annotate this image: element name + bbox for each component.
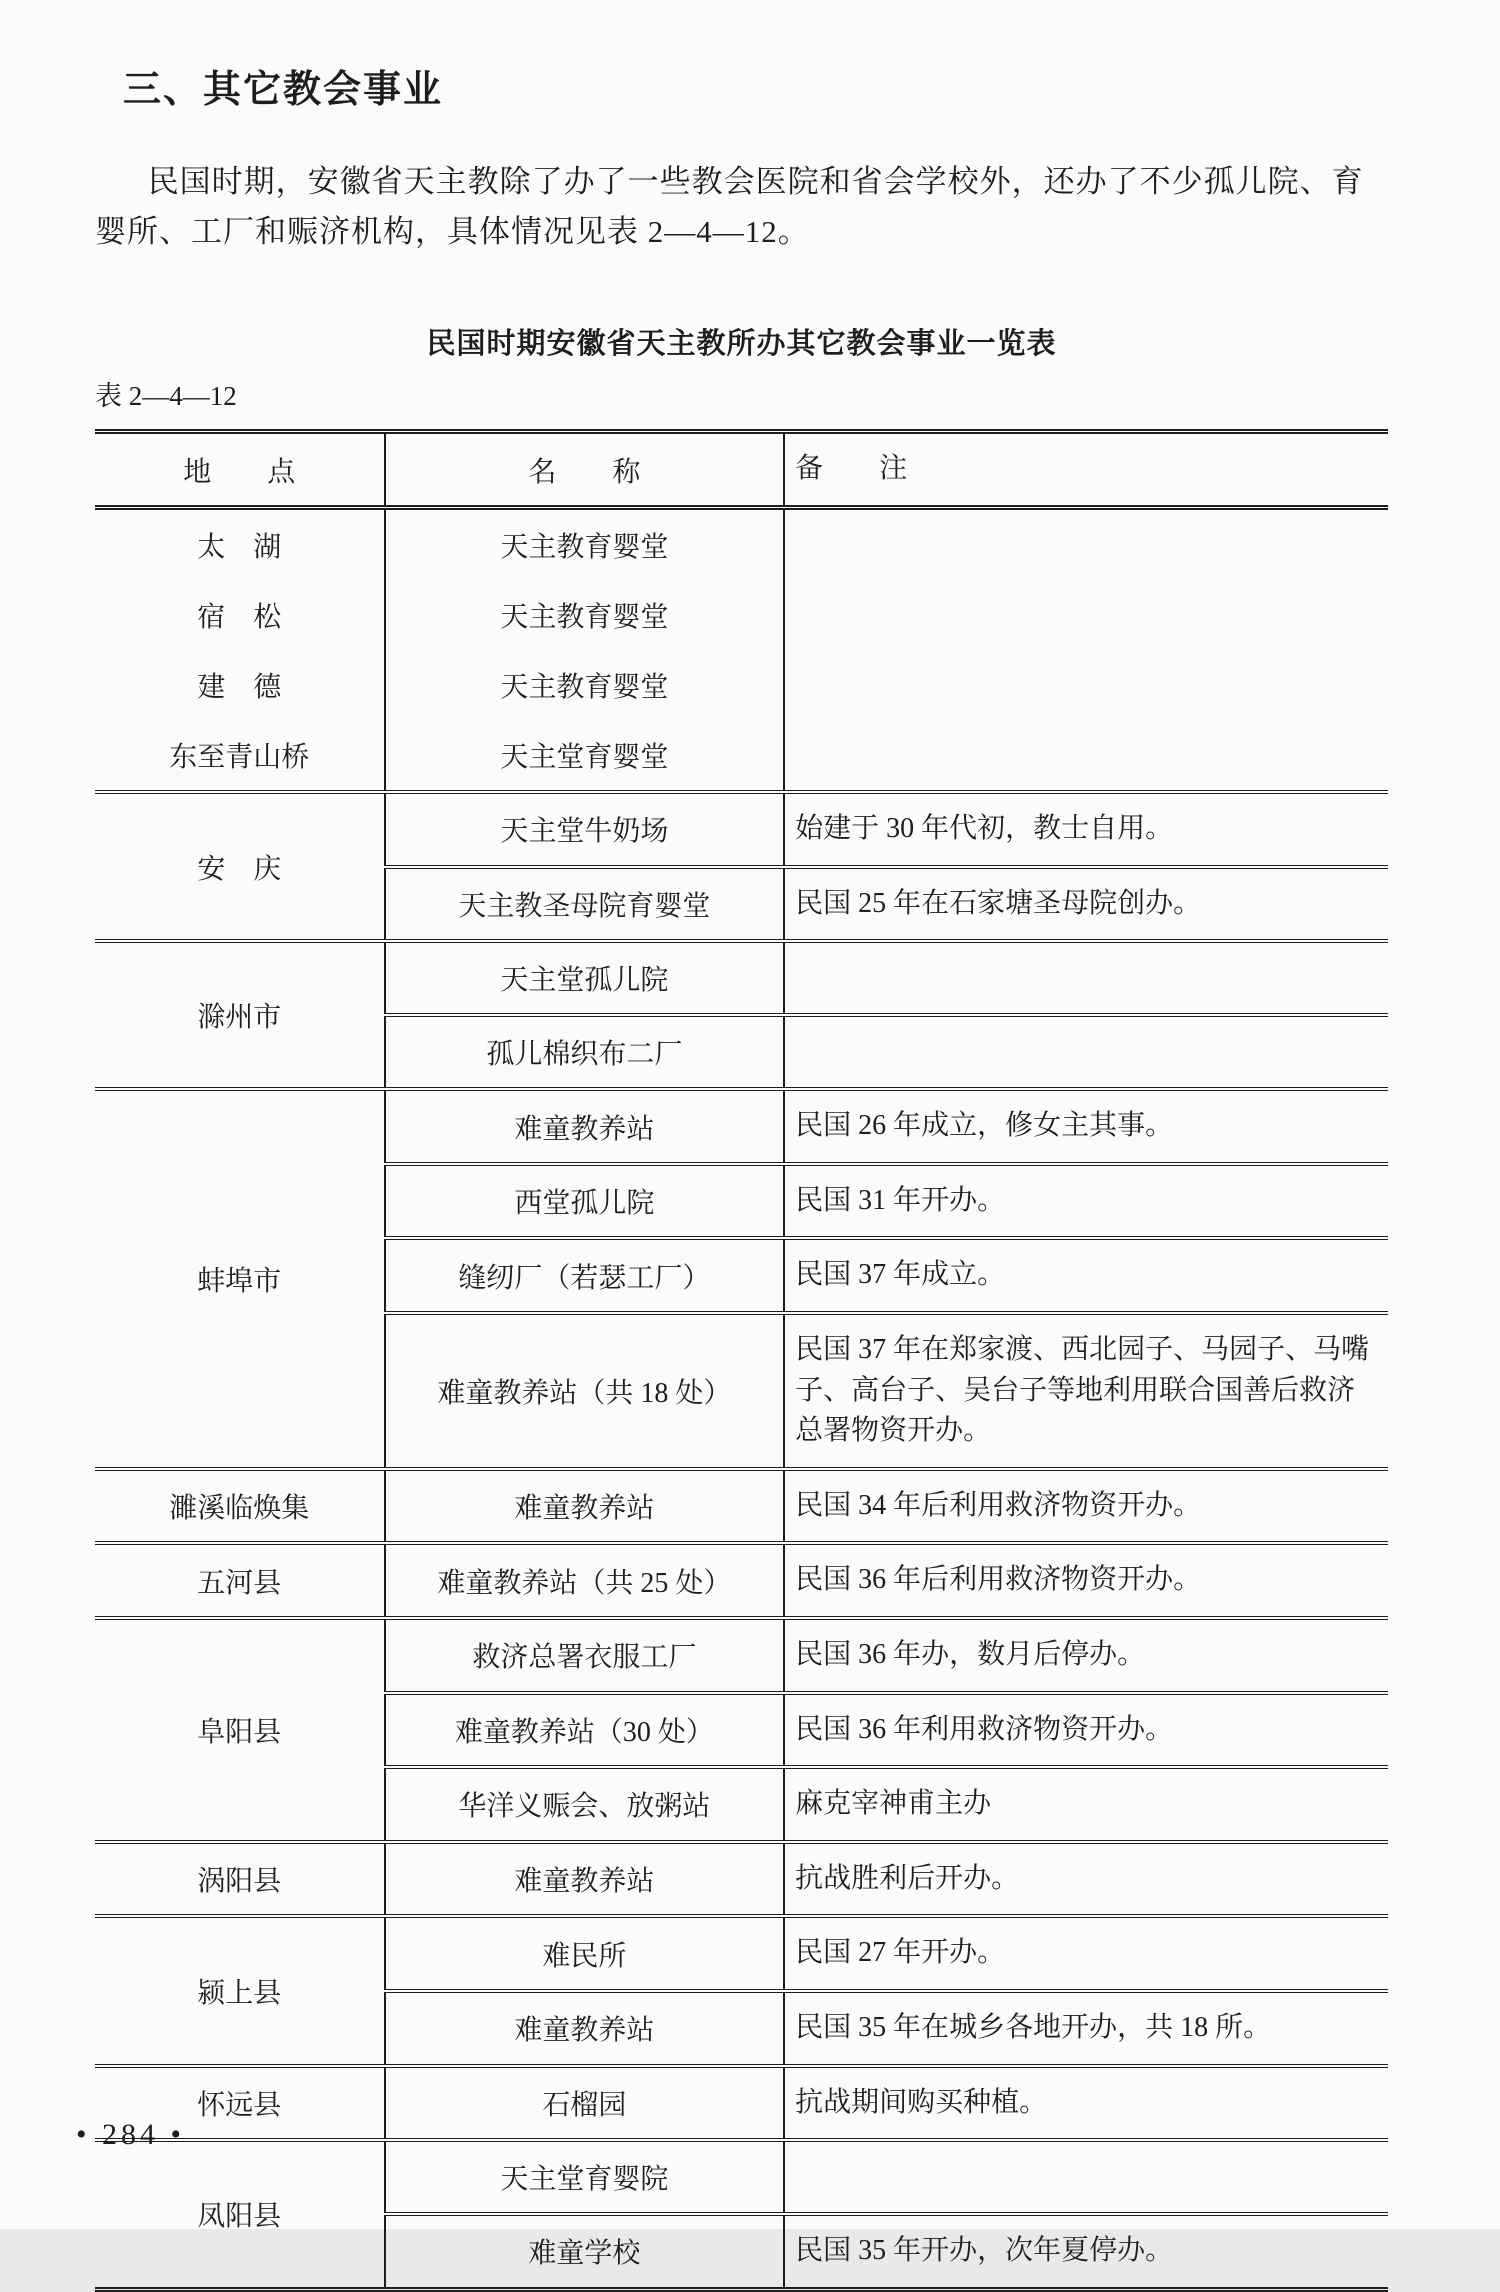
- table-section: [95, 2140, 1388, 2289]
- location-cell: 凤阳县: [95, 2140, 385, 2289]
- name-cell: 天主堂牛奶场: [385, 792, 785, 867]
- location-cell: 怀远县: [95, 2066, 385, 2141]
- table-row: [95, 1842, 1388, 1917]
- note-cell: 始建于 30 年代初，教士自用。: [784, 792, 1388, 867]
- location-cell: 阜阳县: [95, 1618, 385, 1842]
- table-section: [95, 2066, 1388, 2141]
- table-row: [95, 1916, 1388, 1991]
- note-cell: 抗战胜利后开办。: [784, 1842, 1388, 1917]
- location-cell: 东至青山桥: [95, 720, 385, 792]
- name-cell: 石榴园: [385, 2066, 785, 2141]
- note-cell: 民国 36 年利用救济物资开办。: [784, 1693, 1388, 1768]
- column-header-name: 名 称: [385, 432, 785, 508]
- name-cell: 天主教圣母院育婴堂: [385, 867, 785, 942]
- header-row: [95, 432, 1388, 508]
- name-cell: 难童教养站: [385, 1842, 785, 1917]
- table-row: [95, 792, 1388, 867]
- table-section: [95, 1089, 1388, 1469]
- note-cell: [784, 2140, 1388, 2214]
- column-header-location: 地 点: [95, 432, 385, 508]
- table-section: [95, 1469, 1388, 1544]
- table-section: [95, 508, 1388, 581]
- name-cell: 难童教养站（30 处）: [385, 1693, 785, 1768]
- table-section: [95, 1543, 1388, 1618]
- note-cell: 民国 35 年在城乡各地开办，共 18 所。: [784, 1991, 1388, 2066]
- location-cell: 颍上县: [95, 1916, 385, 2065]
- table-title: 民国时期安徽省天主教所办其它教会事业一览表: [426, 328, 1057, 361]
- note-cell: 民国 37 年成立。: [784, 1238, 1388, 1313]
- location-cell: 蚌埠市: [95, 1089, 385, 1469]
- note-cell: [784, 1015, 1388, 1089]
- note-cell: 民国 35 年开办，次年夏停办。: [784, 2214, 1388, 2289]
- name-cell: 天主堂孤儿院: [385, 941, 785, 1015]
- table-section: [95, 792, 1388, 941]
- location-cell: 涡阳县: [95, 1842, 385, 1917]
- table-section: [95, 720, 1388, 792]
- name-cell: 难童教养站: [385, 1469, 785, 1544]
- note-cell: [784, 650, 1388, 720]
- note-cell: [784, 941, 1388, 1015]
- name-cell: 难童教养站: [385, 1991, 785, 2066]
- note-cell: 麻克宰神甫主办: [784, 1767, 1388, 1842]
- table-row: [95, 1089, 1388, 1164]
- note-cell: [784, 580, 1388, 650]
- table-row: [95, 650, 1388, 720]
- table-section: [95, 1842, 1388, 1917]
- note-cell: 民国 25 年在石家塘圣母院创办。: [784, 867, 1388, 942]
- table-row: [95, 508, 1388, 581]
- table-row: [95, 1543, 1388, 1618]
- table-section: [95, 941, 1388, 1089]
- note-cell: 民国 26 年成立，修女主其事。: [784, 1089, 1388, 1164]
- name-cell: 难童教养站: [385, 1089, 785, 1164]
- location-cell: 太 湖: [95, 508, 385, 581]
- name-cell: 难童教养站（共 18 处）: [385, 1313, 785, 1469]
- name-cell: 天主教育婴堂: [385, 508, 785, 581]
- name-cell: 天主堂育婴院: [385, 2140, 785, 2214]
- location-cell: 五河县: [95, 1543, 385, 1618]
- table-row: [95, 1469, 1388, 1544]
- location-cell: 濉溪临焕集: [95, 1469, 385, 1544]
- location-cell: 安 庆: [95, 792, 385, 941]
- table-row: [95, 720, 1388, 792]
- table-row: [95, 580, 1388, 650]
- name-cell: 救济总署衣服工厂: [385, 1618, 785, 1693]
- column-header-note: 备 注: [784, 432, 1388, 508]
- table-row: [95, 2140, 1388, 2214]
- name-cell: 天主教育婴堂: [385, 650, 785, 720]
- table-row: [95, 941, 1388, 1015]
- name-cell: 西堂孤儿院: [385, 1164, 785, 1239]
- table-section: [95, 650, 1388, 720]
- note-cell: 民国 34 年后利用救济物资开办。: [784, 1469, 1388, 1544]
- note-cell: 民国 37 年在郑家渡、西北园子、马园子、马嘴子、高台子、吴台子等地利用联合国善后救济总署物资开办。: [784, 1313, 1388, 1469]
- table-row: [95, 2066, 1388, 2141]
- section-heading: 三、其它教会事业: [123, 69, 444, 111]
- name-cell: 缝纫厂（若瑟工厂）: [385, 1238, 785, 1313]
- table-header: [95, 432, 1388, 508]
- note-cell: 民国 36 年后利用救济物资开办。: [784, 1543, 1388, 1618]
- location-cell: 宿 松: [95, 580, 385, 650]
- note-cell: [784, 720, 1388, 792]
- intro-paragraph: 民国时期，安徽省天主教除了办了一些教会医院和省会学校外，还办了不少孤儿院、育婴所、工厂和赈济机构，具体情况见表 2—4—12。: [95, 164, 1364, 250]
- table-section: [95, 580, 1388, 650]
- church-enterprises-table: [95, 429, 1388, 2291]
- note-cell: 民国 27 年开办。: [784, 1916, 1388, 1991]
- name-cell: 天主教育婴堂: [385, 580, 785, 650]
- table-label: 表 2—4—12: [95, 381, 237, 412]
- location-cell: 滁州市: [95, 941, 385, 1089]
- name-cell: 难童学校: [385, 2214, 785, 2289]
- name-cell: 难民所: [385, 1916, 785, 1991]
- note-cell: 抗战期间购买种植。: [784, 2066, 1388, 2141]
- name-cell: 华洋义赈会、放粥站: [385, 1767, 785, 1842]
- page-number: • 284 •: [76, 2118, 186, 2151]
- note-cell: 民国 36 年办，数月后停办。: [784, 1618, 1388, 1693]
- name-cell: 难童教养站（共 25 处）: [385, 1543, 785, 1618]
- table-section: [95, 1618, 1388, 1842]
- note-cell: 民国 31 年开办。: [784, 1164, 1388, 1239]
- note-cell: [784, 508, 1388, 581]
- name-cell: 孤儿棉织布二厂: [385, 1015, 785, 1089]
- location-cell: 建 德: [95, 650, 385, 720]
- table-section: [95, 1916, 1388, 2065]
- name-cell: 天主堂育婴堂: [385, 720, 785, 792]
- table-row: [95, 1618, 1388, 1693]
